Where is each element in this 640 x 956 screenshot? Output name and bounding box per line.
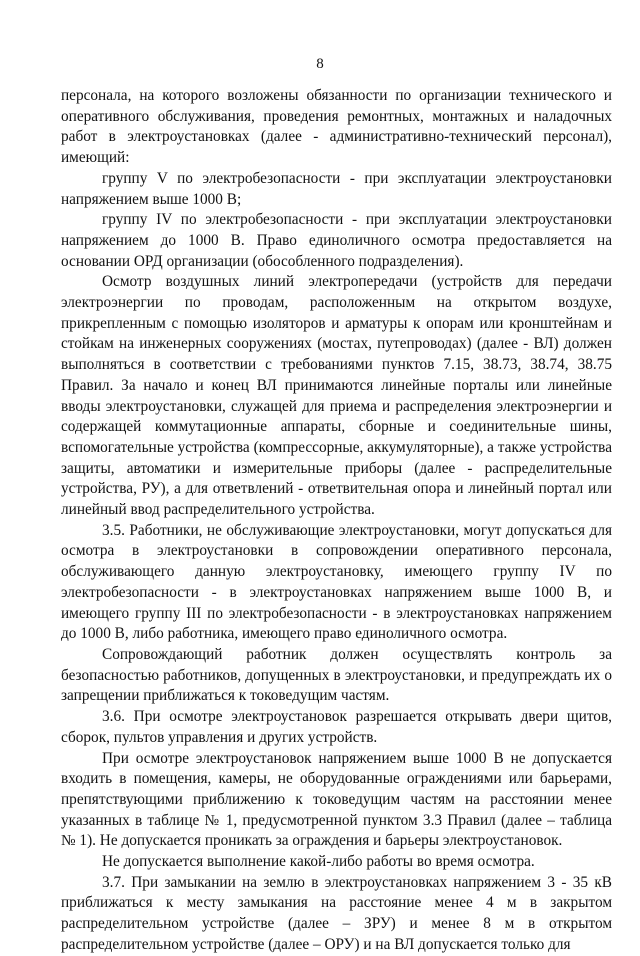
paragraph: персонала, на которого возложены обязанности по организации технического и оперативного обслуживания, проведения ремонтных, монтажных и наладочных работ в электроустановках (далее - административно-технический персонал), имеющий: (61, 87, 612, 167)
paragraph: 3.6. При осмотре электроустановок разрешается открывать двери щитов, сборок, пультов управления и других устройств. (61, 708, 612, 746)
paragraph: группу V по электробезопасности - при эксплуатации электроустановки напряжением выше 1000 В; (61, 169, 612, 208)
page-number: 8 (316, 56, 324, 72)
paragraph: При осмотре электроустановок напряжением выше 1000 В не допускается входить в помещения, камеры, не оборудованные ограждениями или барьерами, препятствующими приближению к токоведущим частям на расстоянии менее указанных в таблице № 1, предусмотренной пунктом 3.3 Правил (далее – таблица № 1). Не допускается проникать за ограждения и барьеры электроустановок. (61, 749, 612, 850)
paragraph: 3.5. Работники, не обслуживающие электроустановки, могут допускаться для осмотра в электроустановки в сопровождении оперативного персонала, обслуживающего данную электроустановку, имеющего группу IV по электробезопасности - в электроустановках напряжением выше 1000 В, и имеющего группу III по электробезопасности - в электроустановках напряжением до 1000 В, либо работника, имеющего право единоличного осмотра. (61, 521, 612, 643)
document-body (61, 86, 612, 956)
paragraph: Осмотр воздушных линий электропередачи (устройств для передачи электроэнергии по проводам, расположенным на открытом воздухе, прикрепленным с помощью изоляторов и арматуры к опорам или кронштейнам и стойкам на инженерных сооружениях (мостах, путепроводах) (далее - ВЛ) должен выполняться в соответствии с требованиями пунктов 7.15, 38.73, 38.74, 38.75 Правил. За начало и конец ВЛ принимаются линейные порталы или линейные вводы электроустановки, служащей для приема и распределения электроэнергии и содержащей коммутационные аппараты, сборные и соединительные шины, вспомогательные устройства (компрессорные, аккумуляторные), а также устройства защиты, автоматики и измерительные приборы (далее - распределительные устройства, РУ), а для ответвлений - ответвительная опора и линейный портал или линейный ввод распределительного устройства. (61, 273, 612, 519)
paragraph: Не допускается выполнение какой-либо работы во время осмотра. (102, 853, 535, 871)
paragraph: Сопровождающий работник должен осуществлять контроль за безопасностью работников, допущенных в электроустановки, и предупреждать их о запрещении приближаться к токоведущим частям. (61, 645, 612, 705)
paragraph: 3.7. При замыкании на землю в электроустановках напряжением 3 - 35 кВ приближаться к месту замыкания на расстояние менее 4 м в закрытом распределительном устройстве (далее – ЗРУ) и менее 8 м в открытом распределительном устройстве (далее – ОРУ) и на ВЛ допускается только для (61, 873, 612, 953)
paragraph: группу IV по электробезопасности - при эксплуатации электроустановки напряжением до 1000 В. Право единоличного осмотра предоставляется на основании ОРД организации (обособленного подразделения). (61, 211, 612, 270)
